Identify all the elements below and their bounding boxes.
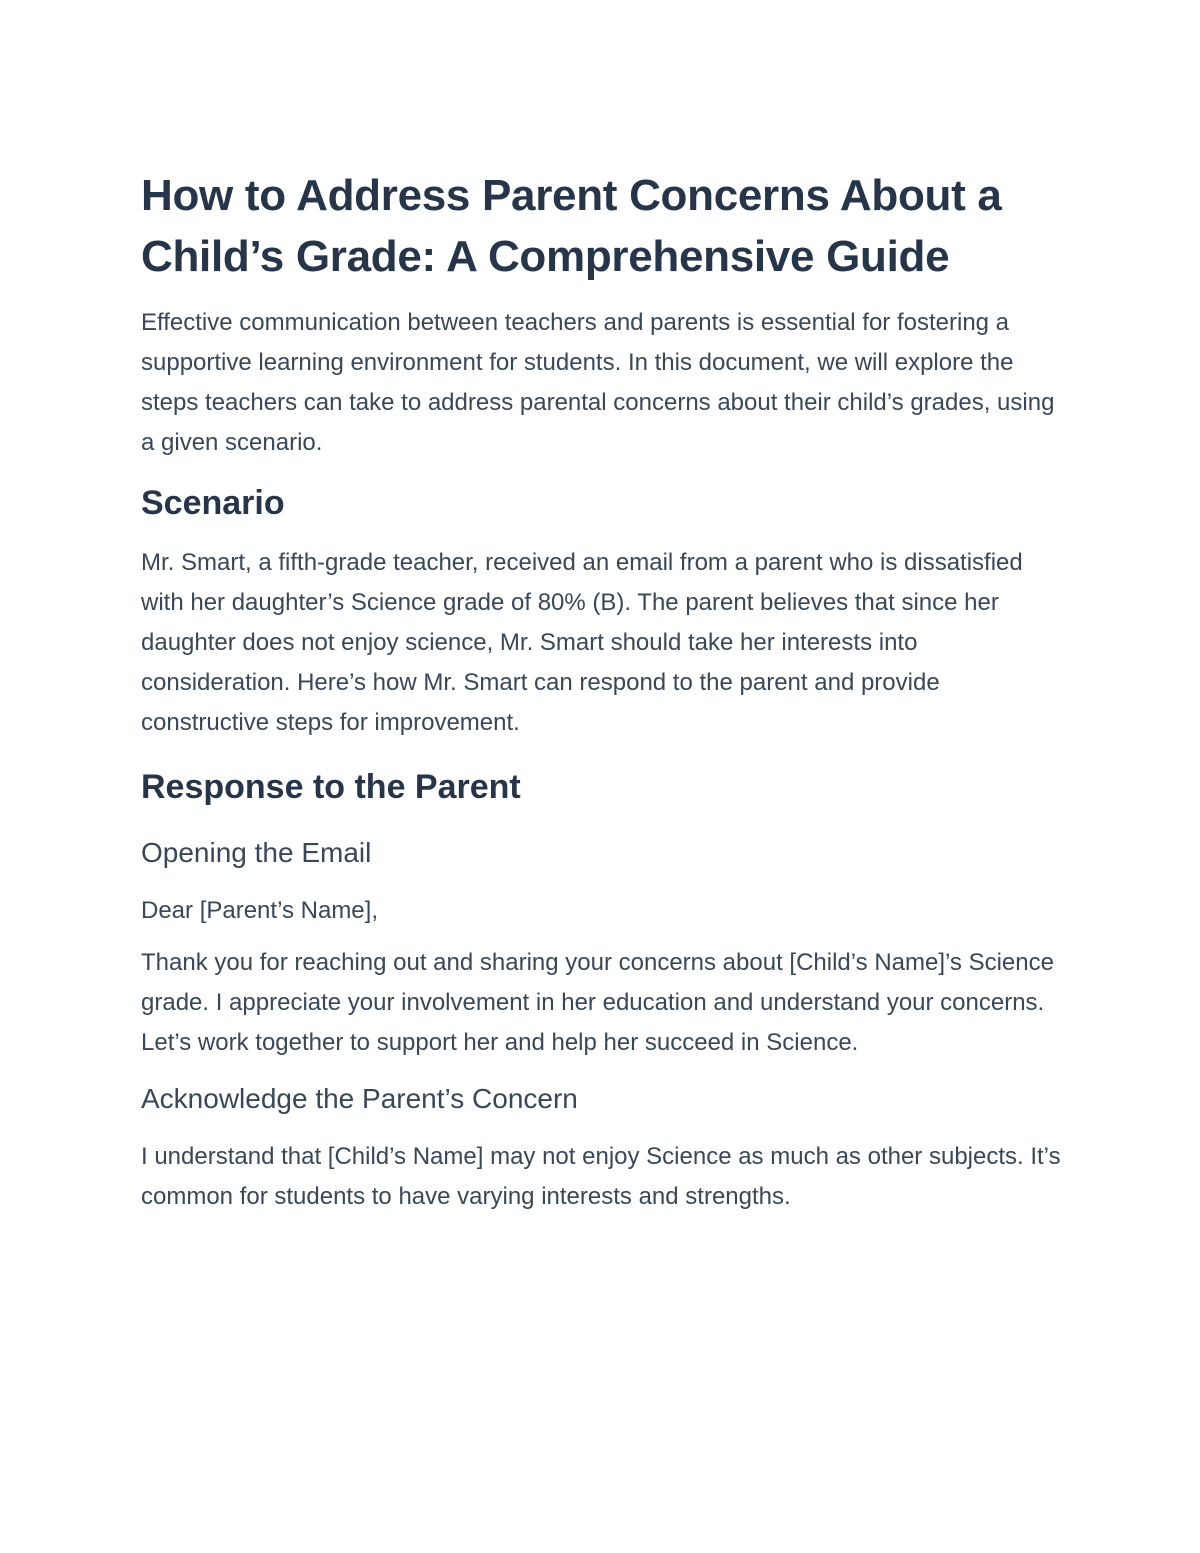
response-heading: Response to the Parent: [141, 768, 521, 806]
acknowledge-heading: Acknowledge the Parent’s Concern: [141, 1083, 578, 1114]
intro-paragraph: Effective communication between teachers and parents is essential for fostering a supportive learning environment for students. In this document, we will explore the steps teachers can take to address parental concerns about their child’s grades, using a given scenario.: [141, 309, 1055, 456]
opening-email-heading: Opening the Email: [141, 837, 372, 868]
opening-body-paragraph: Thank you for reaching out and sharing your concerns about [Child’s Name]’s Science grade. I appreciate your involvement in her education and understand your concerns. Let’s work together to support her and help her succeed in Science.: [141, 949, 1054, 1056]
scenario-paragraph: Mr. Smart, a fifth-grade teacher, received an email from a parent who is dissatisfied with her daughter’s Science grade of 80% (B). The parent believes that since her daughter does not enjoy science, Mr. Smart should take her interests into consideration. Here’s how Mr. Smart can respond to the parent and provide constructive steps for improvement.: [141, 549, 1023, 736]
document-page: [141, 165, 1066, 1217]
scenario-heading: Scenario: [141, 484, 285, 522]
acknowledge-paragraph: I understand that [Child’s Name] may not enjoy Science as much as other subjects. It’s common for students to have varying interests and strengths.: [141, 1143, 1061, 1210]
document-title: How to Address Parent Concerns About a Child’s Grade: A Comprehensive Guide: [141, 171, 1002, 281]
salutation-paragraph: Dear [Parent’s Name],: [141, 897, 378, 924]
